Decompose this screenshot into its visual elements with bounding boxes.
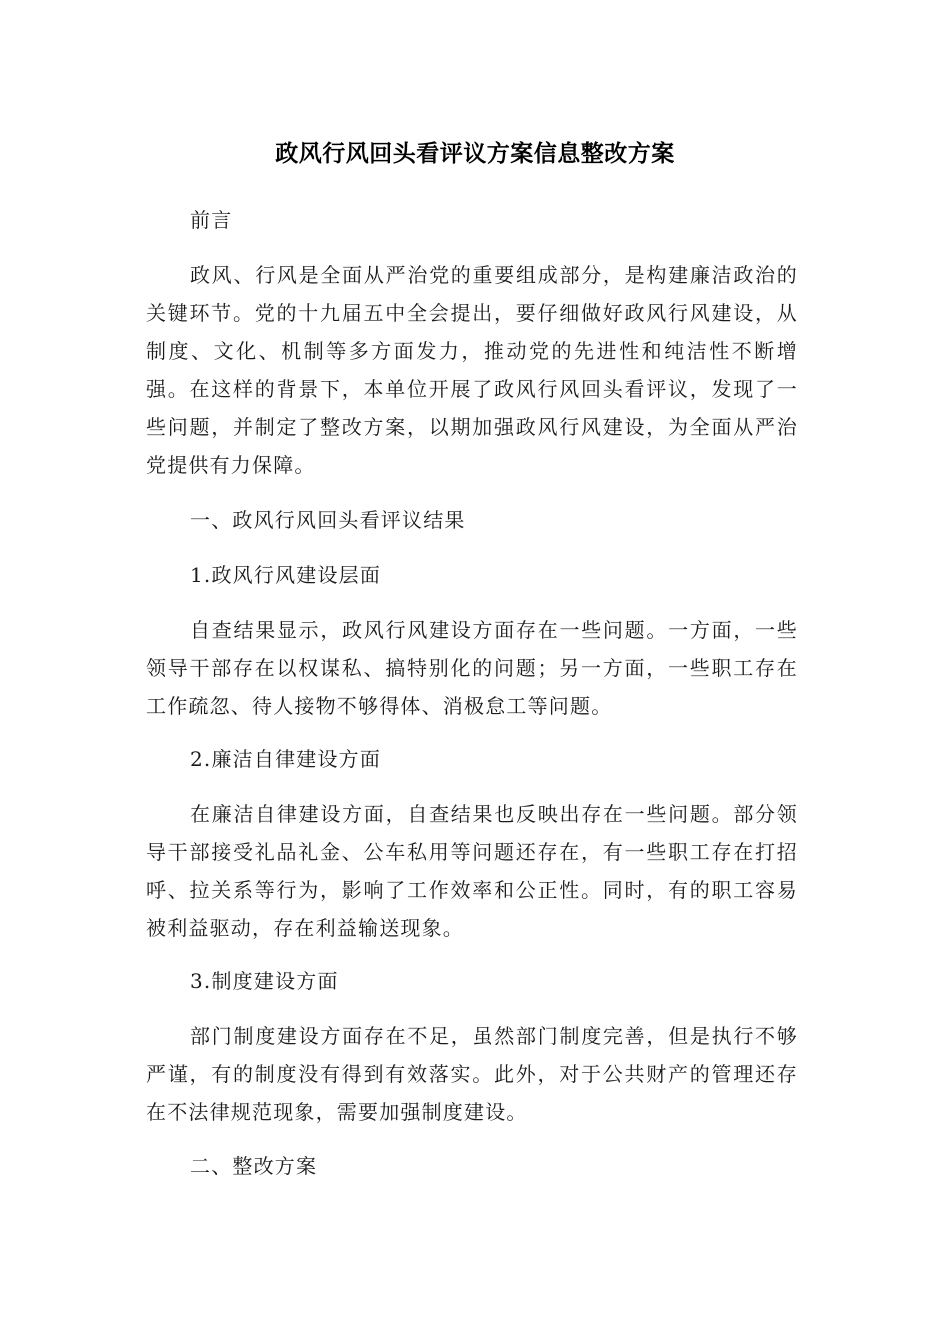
document-title: 政风行风回头看评议方案信息整改方案 [275,141,675,167]
subsection-heading-system-construction: 3.制度建设方面 [190,969,339,993]
subsection-paragraph-system-construction: 部门制度建设方面存在不足，虽然部门制度完善，但是执行不够严谨，有的制度没有得到有效落实。此外，对于公共财产的管理还存在不法律规范现象，需要加强制度建设。 [146,1024,798,1124]
subsection-paragraph-style-construction: 自查结果显示，政风行风建设方面存在一些问题。一方面，一些领导干部存在以权谋私、搞特别化的问题；另一方面，一些职工存在工作疏忽、待人接物不够得体、消极怠工等问题。 [146,618,798,718]
subsection-heading-style-construction: 1.政风行风建设层面 [190,563,382,587]
section-heading-rectification-plan: 二、整改方案 [190,1154,318,1178]
preface-paragraph: 政风、行风是全面从严治党的重要组成部分，是构建廉洁政治的关键环节。党的十九届五中全会提出，要仔细做好政风行风建设，从制度、文化、机制等多方面发力，推动党的先进性和纯洁性不断增强。在这样的背景下，本单位开展了政风行风回头看评议，发现了一些问题，并制定了整改方案，以期加强政风行风建设，为全面从严治党提供有力保障。 [146,263,798,477]
subsection-heading-integrity: 2.廉洁自律建设方面 [190,747,382,771]
preface-heading: 前言 [190,208,233,232]
subsection-paragraph-integrity: 在廉洁自律建设方面，自查结果也反映出存在一些问题。部分领导干部接受礼品礼金、公车私用等问题还存在，有一些职工存在打招呼、拉关系等行为，影响了工作效率和公正性。同时，有的职工容易被利益驱动，存在利益输送现象。 [146,802,798,940]
section-heading-evaluation-results: 一、政风行风回头看评议结果 [190,508,466,532]
